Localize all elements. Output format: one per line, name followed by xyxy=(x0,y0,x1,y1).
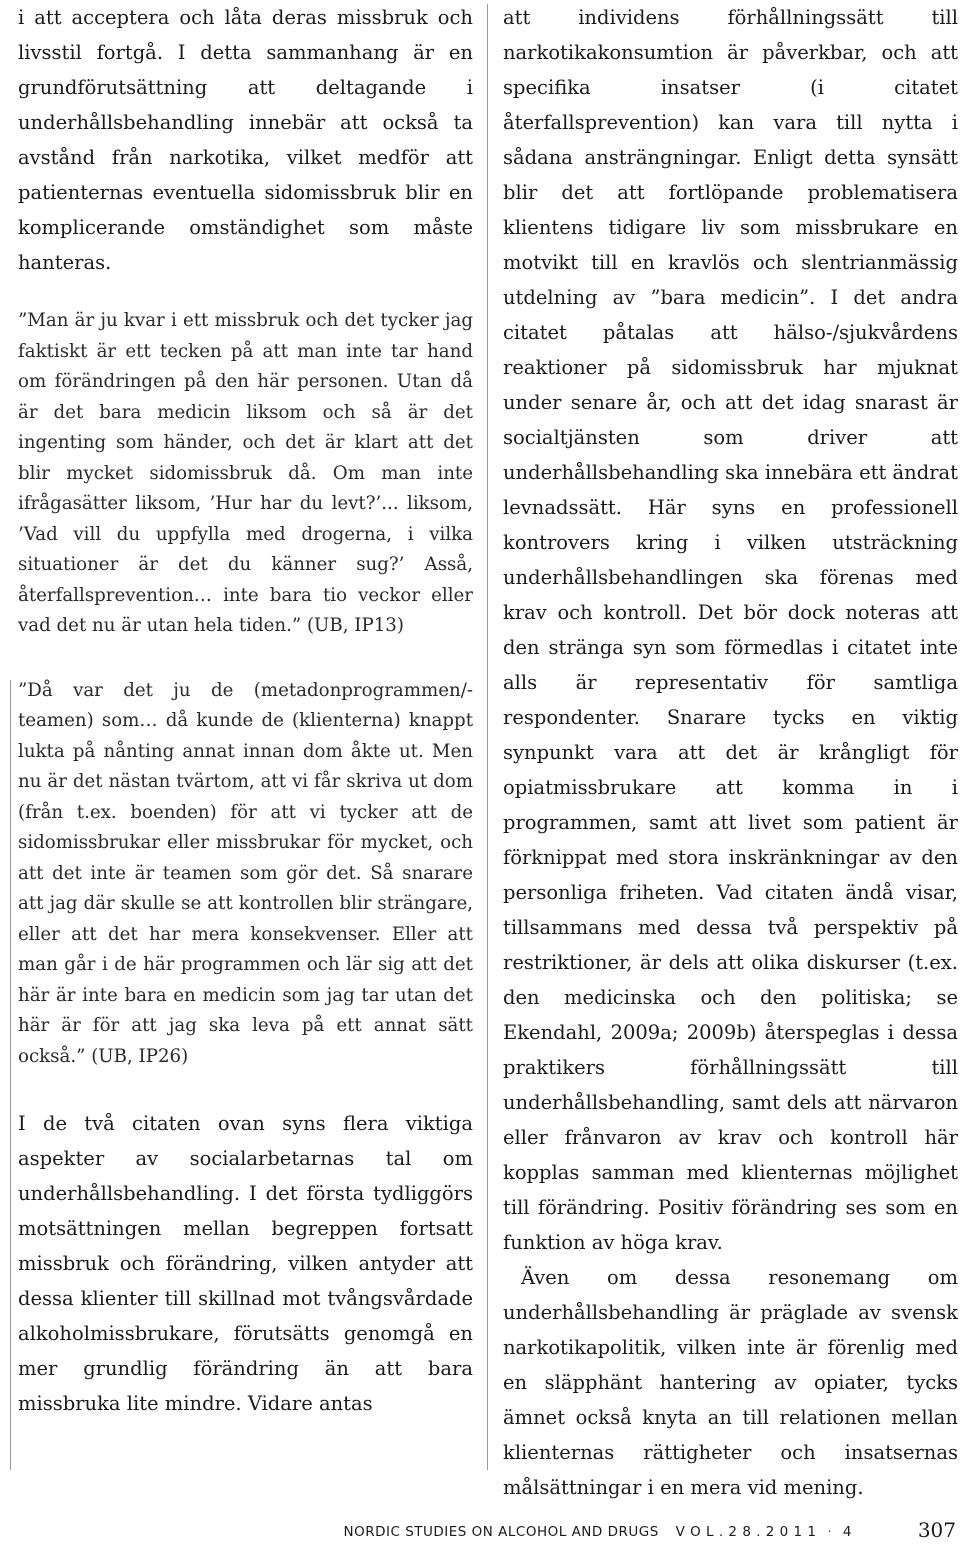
column-divider xyxy=(487,4,488,1470)
interview-quote-ip13: ”Man är ju kvar i ett missbruk och det tycker jag faktiskt är ett tecken på att man inte tar hand om förändringen på den här personen. Utan då är det bara medicin liksom och så är det ingenting som händer, och det är klart att det blir mycket sidomissbruk då. Om man inte ifrågasätter liksom, ’Hur har du levt?’... liksom, ’Vad vill du uppfylla med drogerna, i vilka situationer är det du känner sug?’ Asså, återfallsprevention… inte bara tio veckor eller vad det nu är utan hela tiden.” (UB, IP13) xyxy=(18,310,473,636)
intro-paragraph: i att acceptera och låta deras missbruk och livsstil fortgå. I detta sammanhang är en grundförutsättning att deltagande i underhållsbehandling innebär att också ta avstånd från narkotika, vilket medför att patienternas eventuella sidomissbruk blir en komplicerande omständighet som måste hanteras. xyxy=(18,6,473,274)
footer-spacer xyxy=(664,1524,676,1540)
quote-margin-rule xyxy=(10,680,11,1470)
right-column xyxy=(503,0,958,1505)
journal-name: NORDIC STUDIES ON ALCOHOL AND DRUGS xyxy=(343,1524,659,1540)
left-column xyxy=(18,0,473,1421)
issue-separator: · xyxy=(827,1524,833,1540)
journal-issue: 4 xyxy=(842,1524,852,1540)
interview-quote-ip26: ”Då var det ju de (metadonprogrammen/-teamen) som… då kunde de (klienterna) knappt lukta på nånting annat innan dom åkte ut. Men nu är det nästan tvärtom, att vi får skriva ut dom (från t.ex. boenden) för att vi tycker att de sidomissbrukar eller missbrukar för mycket, och att det inte är teamen som gör det. Så snarare att jag där skulle se att kontrollen blir strängare, eller att det har mera konsekvenser. Eller att man går i de här programmen och lär sig att det här är inte bara en medicin som jag tar utan det här är för att jag ska leva på ett annat sätt också.” (UB, IP26) xyxy=(18,679,473,1067)
page-footer xyxy=(0,1518,960,1548)
continued-paragraph: att individens förhållningssätt till narkotikakonsumtion är påverkbar, och att specifika insatser (i citatet återfallsprevention) kan vara till nytta i sådana ansträngningar. Enligt detta synsätt blir det att fortlöpande problematisera klientens tidigare liv som missbrukare en motvikt till en kravlös och slentrianmässig utdelning av ”bara medicin”. I det andra citatet påtalas att hälso-/sjukvårdens reaktioner på sidomissbruk har mjuknat under senare år, och att det idag snarast är socialtjänsten som driver att underhållsbehandling ska innebära ett ändrat levnadssätt. Här syns en professionell kontrovers kring i vilken utsträckning underhållsbehandlingen ska förenas med krav och kontroll. Det bör dock noteras att den stränga syn som förmedlas i citatet inte alls är representativ för samtliga respondenter. Snarare tycks en viktig synpunkt vara att det är krångligt för opiatmissbrukare att komma in i programmen, samt att livet som patient är förknippat med stora inskränkningar av den personliga friheten. Vad citaten ändå visar, tillsammans med dessa två perspektiv på restriktioner, är dels att olika diskurser (t.ex. den medicinska och den politiska; se Ekendahl, 2009a; 2009b) återspeglas i dessa praktikers förhållningssätt till underhållsbehandling, samt dels att närvaron eller frånvaron av krav och kontroll här kopplas samman med klienternas möjlighet till förändring. Positiv förändring ses som en funktion av höga krav. xyxy=(503,6,958,1254)
journal-running-footer xyxy=(344,1524,853,1540)
journal-volume: V O L . 2 8 . 2 0 1 1 xyxy=(675,1524,817,1540)
next-paragraph: Även om dessa resonemang om underhållsbehandling är präglade av svensk narkotikapolitik, vilken inte är förenlig med en släpphänt hantering av opiater, tycks ämnet också knyta an till relationen mellan klienternas rättigheter och insatsernas målsättningar i en mera vid mening. xyxy=(503,1266,958,1499)
analysis-paragraph: I de två citaten ovan syns flera viktiga aspekter av socialarbetarnas tal om underhållsbehandling. I det första tydliggörs motsättningen mellan begreppen fortsatt missbruk och förändring, vilken antyder att dessa klienter till skillnad mot tvångsvårdade alkoholmissbrukare, förutsätts genomgå en mer grundlig förändring än att bara missbruka lite mindre. Vidare antas xyxy=(18,1112,473,1415)
page-number: 307 xyxy=(917,1518,956,1542)
